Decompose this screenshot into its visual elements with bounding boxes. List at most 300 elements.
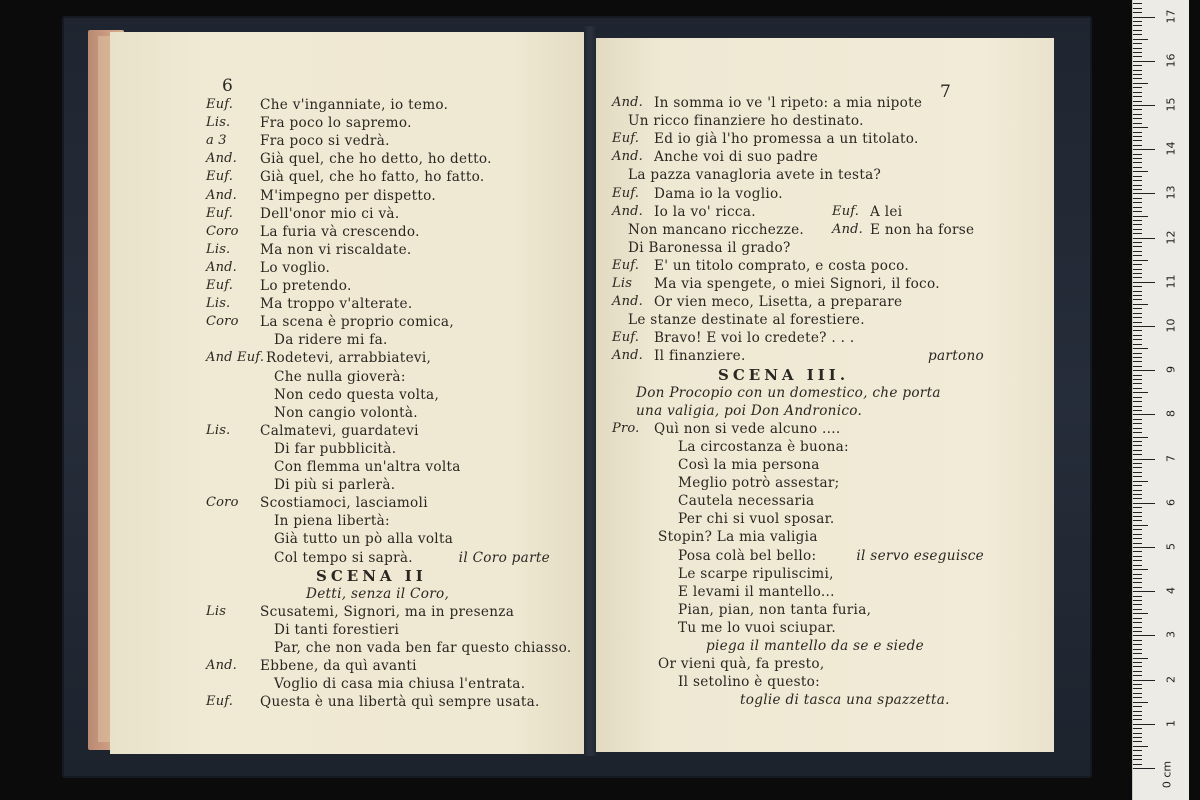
speaker-label: Euf. <box>612 257 640 273</box>
verse-line: Dell'onor mio ci và. <box>260 205 400 222</box>
ruler-tick <box>1133 251 1142 252</box>
ruler-number: 3 <box>1164 631 1178 639</box>
speaker-label: Lis. <box>206 241 231 257</box>
ruler-tick <box>1133 472 1142 473</box>
ruler-tick <box>1133 322 1142 323</box>
speaker-label: Lis. <box>206 422 231 438</box>
ruler-tick <box>1133 344 1142 345</box>
ruler-tick <box>1133 299 1142 300</box>
ruler-tick <box>1133 238 1155 239</box>
speaker-label: Pro. <box>612 420 640 436</box>
verse-line: Fra poco lo sapremo. <box>260 115 412 132</box>
ruler-tick <box>1133 48 1142 49</box>
speaker-label: And Euf. <box>206 350 265 366</box>
ruler-tick <box>1133 149 1155 150</box>
ruler-tick <box>1133 560 1142 561</box>
ruler-tick <box>1133 759 1142 760</box>
ruler-number: 7 <box>1164 454 1178 462</box>
ruler-number: 11 <box>1164 274 1178 289</box>
verse-line: Or vieni quà, fa presto, <box>658 656 825 673</box>
ruler-tick <box>1133 746 1148 747</box>
verse-line: A lei <box>870 203 903 220</box>
ruler-tick <box>1133 136 1142 137</box>
ruler-tick <box>1133 684 1142 685</box>
ruler-tick <box>1133 516 1142 517</box>
ruler-tick <box>1133 591 1155 592</box>
ruler-tick <box>1133 357 1142 358</box>
scene-heading: SCENA II <box>316 566 427 585</box>
verse-line: Con flemma un'altra volta <box>274 459 461 475</box>
verse-line: Ed io già l'ho promessa a un titolato. <box>654 131 919 148</box>
ruler-tick <box>1133 348 1148 349</box>
ruler-tick <box>1133 198 1142 199</box>
stage-direction: piega il mantello da se e siede <box>706 638 924 654</box>
ruler-tick <box>1133 507 1142 508</box>
stage-direction: partono <box>928 348 984 365</box>
speaker-label: Lis. <box>206 296 231 312</box>
verse-line: Un ricco finanziere ho destinato. <box>628 113 864 130</box>
ruler-tick <box>1133 118 1142 119</box>
verse-line: Lo pretendo. <box>260 278 352 294</box>
ruler-tick <box>1133 485 1142 486</box>
ruler-tick <box>1133 83 1148 84</box>
verse-line: La furia và crescendo. <box>260 223 420 240</box>
ruler-tick <box>1133 30 1142 31</box>
ruler-tick <box>1133 644 1142 645</box>
verse-line: In somma io ve 'l ripeto: a mia nipote <box>654 95 923 111</box>
verse-line: E non ha forse <box>870 221 975 238</box>
stage-direction: il Coro parte <box>458 549 550 566</box>
ruler-tick <box>1133 423 1142 424</box>
ruler-tick <box>1133 755 1142 756</box>
verse-line: Scostiamoci, lasciamoli <box>260 495 428 512</box>
ruler-tick <box>1133 680 1155 681</box>
ruler-tick <box>1133 180 1142 181</box>
verse-line: E' un titolo comprato, e costa poco. <box>654 257 909 274</box>
ruler-tick <box>1133 569 1148 570</box>
ruler-tick <box>1133 666 1142 667</box>
ruler-tick <box>1133 255 1142 256</box>
ruler-tick <box>1133 653 1142 654</box>
ruler-tick <box>1133 410 1142 411</box>
speaker-label: And. <box>206 151 238 167</box>
ruler-tick <box>1133 242 1142 243</box>
ruler-tick <box>1133 706 1142 707</box>
verse-line: Non cangio volontà. <box>274 404 418 421</box>
verse-line: Col tempo si saprà. <box>274 549 413 566</box>
ruler-tick <box>1133 154 1142 155</box>
ruler-tick <box>1133 193 1155 194</box>
verse-line: Scusatemi, Signori, ma in presenza <box>260 603 515 620</box>
speaker-label: Euf. <box>612 131 640 147</box>
ruler-tick <box>1133 185 1142 186</box>
ruler-tick <box>1133 74 1142 75</box>
ruler-number: 14 <box>1164 141 1178 156</box>
speaker-label: Coro <box>206 314 239 330</box>
speaker-label: And. <box>612 149 644 165</box>
ruler-tick <box>1133 622 1142 623</box>
ruler-tick <box>1133 538 1142 539</box>
ruler-tick <box>1133 476 1142 477</box>
page-number: 6 <box>222 76 233 96</box>
ruler-tick <box>1133 534 1142 535</box>
ruler-tick <box>1133 264 1142 265</box>
verse-line: Cautela necessaria <box>678 493 815 510</box>
ruler-tick <box>1133 295 1142 296</box>
verse-line: Già quel, che ho detto, ho detto. <box>260 151 492 168</box>
verse-line: Bravo! E voi lo credete? . . . <box>654 330 855 347</box>
verse-line: Or vien meco, Lisetta, a preparare <box>654 294 903 311</box>
verse-line: Da ridere mi fa. <box>274 332 388 349</box>
ruler-tick <box>1133 220 1142 221</box>
speaker-label: Euf. <box>206 278 234 293</box>
speaker-label: Euf. <box>206 205 234 221</box>
ruler-tick <box>1133 162 1142 163</box>
ruler-tick <box>1133 52 1142 53</box>
ruler-tick <box>1133 167 1142 168</box>
verse-line: Così la mia persona <box>678 457 820 473</box>
ruler-tick <box>1133 61 1155 62</box>
ruler-tick <box>1133 101 1142 102</box>
ruler-tick <box>1133 437 1148 438</box>
verse-line: Ma troppo v'alterate. <box>260 296 413 313</box>
ruler-tick <box>1133 3 1142 4</box>
ruler-number: 2 <box>1164 675 1178 683</box>
ruler-number: 16 <box>1164 53 1178 68</box>
stage-direction: Detti, senza il Coro, <box>306 585 450 602</box>
ruler-tick <box>1133 397 1142 398</box>
ruler-tick <box>1133 578 1142 579</box>
verse-line: Ebbene, da quì avanti <box>260 658 417 675</box>
ruler-tick <box>1133 733 1142 734</box>
ruler-tick <box>1133 574 1142 575</box>
ruler-tick <box>1133 414 1155 415</box>
ruler-tick <box>1133 445 1142 446</box>
ruler-tick <box>1133 34 1142 35</box>
speaker-label: And. <box>206 187 238 203</box>
ruler-tick <box>1133 216 1148 217</box>
speaker-label: Euf. <box>206 694 234 710</box>
speaker-label: And. <box>206 259 238 275</box>
ruler-tick <box>1133 78 1142 79</box>
ruler-tick <box>1133 308 1142 309</box>
ruler-tick <box>1133 525 1148 526</box>
ruler-tick <box>1133 719 1142 720</box>
verse-line: Non mancano ricchezze. <box>628 221 805 238</box>
verse-line: Il finanziere. <box>654 348 746 365</box>
ruler-tick <box>1133 688 1142 689</box>
ruler-tick <box>1133 132 1142 133</box>
ruler-tick <box>1133 92 1142 93</box>
verse-line: Fra poco si vedrà. <box>260 133 390 150</box>
verse-line: Le scarpe ripuliscimi, <box>678 565 834 582</box>
ruler-tick <box>1133 224 1142 225</box>
ruler-tick <box>1133 635 1155 636</box>
ruler-tick <box>1133 600 1142 601</box>
ruler-tick <box>1133 277 1142 278</box>
ruler-tick <box>1133 494 1142 495</box>
verse-line: Che nulla gioverà: <box>274 368 406 385</box>
ruler-tick <box>1133 326 1155 327</box>
ruler-tick <box>1133 65 1142 66</box>
ruler-tick <box>1133 96 1142 97</box>
ruler-tick <box>1133 512 1142 513</box>
ruler-tick <box>1133 697 1142 698</box>
ruler-unit-label: 0 cm <box>1160 760 1174 789</box>
ruler-tick <box>1133 613 1148 614</box>
ruler-tick <box>1133 551 1142 552</box>
verse-line: Rodetevi, arrabbiatevi, <box>266 350 432 367</box>
speaker-label: a 3 <box>206 133 227 149</box>
speaker-label: Euf. <box>612 185 640 201</box>
ruler-tick <box>1133 286 1142 287</box>
ruler-tick <box>1133 587 1142 588</box>
ruler-tick <box>1133 547 1155 548</box>
verse-line: M'impegno per dispetto. <box>260 187 437 204</box>
ruler-number: 8 <box>1164 410 1178 418</box>
verse-line: Voglio di casa mia chiusa l'entrata. <box>274 676 526 693</box>
ruler-number: 1 <box>1164 719 1178 727</box>
ruler-tick <box>1133 25 1142 26</box>
speaker-label: And. <box>832 221 864 237</box>
ruler-tick <box>1133 768 1155 769</box>
ruler-tick <box>1133 419 1142 420</box>
right-page <box>596 38 1054 752</box>
verse-line: La scena è proprio comica, <box>260 314 454 331</box>
ruler-tick <box>1133 176 1142 177</box>
ruler-tick <box>1133 406 1142 407</box>
ruler-tick <box>1133 246 1142 247</box>
ruler-tick <box>1133 582 1142 583</box>
ruler-tick <box>1133 171 1148 172</box>
ruler-tick <box>1133 8 1142 9</box>
ruler-tick <box>1133 388 1142 389</box>
verse-line: Stopin? La mia valigia <box>658 529 818 546</box>
ruler-number: 10 <box>1164 318 1178 333</box>
ruler-tick <box>1133 291 1142 292</box>
ruler-tick <box>1133 467 1142 468</box>
speaker-label: Lis <box>612 276 633 291</box>
ruler-tick <box>1133 750 1142 751</box>
ruler-number: 5 <box>1164 543 1178 550</box>
ruler-tick <box>1133 375 1142 376</box>
ruler-tick <box>1133 353 1142 354</box>
verse-line: Già tutto un pò alla volta <box>274 531 454 548</box>
ruler-tick <box>1133 640 1142 641</box>
ruler-tick <box>1133 631 1142 632</box>
ruler-tick <box>1133 481 1148 482</box>
verse-line: Quì non si vede alcuno .... <box>654 420 841 437</box>
verse-line: Di più si parlerà. <box>274 477 396 494</box>
verse-line: Meglio potrò assestar; <box>678 475 840 492</box>
ruler-tick <box>1133 503 1155 504</box>
ruler-tick <box>1133 70 1142 71</box>
ruler-tick <box>1133 741 1142 742</box>
ruler-tick <box>1133 618 1142 619</box>
left-page <box>110 32 584 754</box>
ruler-tick <box>1133 123 1142 124</box>
ruler-tick <box>1133 21 1142 22</box>
stage-direction: il servo eseguisce <box>856 547 984 564</box>
ruler-tick <box>1133 282 1155 283</box>
ruler-tick <box>1133 662 1142 663</box>
ruler-tick <box>1133 105 1155 106</box>
ruler-tick <box>1133 454 1142 455</box>
speaker-label: And. <box>612 348 644 364</box>
ruler-tick <box>1133 556 1142 557</box>
ruler-tick <box>1133 715 1142 716</box>
ruler-tick <box>1133 87 1142 88</box>
ruler-tick <box>1133 649 1142 650</box>
ruler-tick <box>1133 520 1142 521</box>
ruler-tick <box>1133 330 1142 331</box>
ruler-tick <box>1133 39 1148 40</box>
ruler-tick <box>1133 140 1142 141</box>
ruler-tick <box>1133 273 1142 274</box>
speaker-label: Lis <box>206 603 227 619</box>
verse-line: Dama io la voglio. <box>654 185 783 202</box>
verse-line: Lo voglio. <box>260 259 331 276</box>
ruler-tick <box>1133 189 1142 190</box>
scene-heading: SCENA III. <box>718 365 850 384</box>
verse-line: Non cedo questa volta, <box>274 386 440 403</box>
speaker-label: Euf. <box>206 169 234 185</box>
speaker-label: And. <box>612 95 644 110</box>
ruler-tick <box>1133 233 1142 234</box>
ruler-tick <box>1133 229 1142 230</box>
ruler-tick <box>1133 724 1155 725</box>
ruler-tick <box>1133 12 1142 13</box>
ruler-tick <box>1133 202 1142 203</box>
verse-line: Il setolino è questo: <box>678 674 821 691</box>
verse-line: La circostanza è buona: <box>678 438 849 455</box>
speaker-label: Euf. <box>206 97 234 112</box>
ruler-tick <box>1133 43 1142 44</box>
verse-line: Ma non vi riscaldate. <box>260 241 412 258</box>
ruler-number: 6 <box>1164 498 1178 506</box>
speaker-label: And. <box>612 294 644 310</box>
ruler-tick <box>1133 114 1142 115</box>
verse-line: Già quel, che ho fatto, ho fatto. <box>260 169 485 186</box>
ruler-number: 15 <box>1164 97 1178 112</box>
ruler-tick <box>1133 370 1155 371</box>
page-number: 7 <box>940 82 951 102</box>
ruler-tick <box>1133 459 1155 460</box>
ruler-tick <box>1133 675 1142 676</box>
ruler-tick <box>1133 361 1142 362</box>
ruler-tick <box>1133 658 1148 659</box>
ruler-tick <box>1133 392 1148 393</box>
ruler-tick <box>1133 693 1142 694</box>
ruler-tick <box>1133 604 1142 605</box>
ruler-tick <box>1133 304 1148 305</box>
speaker-label: And. <box>612 203 644 219</box>
verse-line: Posa colà bel bello: <box>678 547 817 564</box>
stage-direction: toglie di tasca una spazzetta. <box>740 692 950 709</box>
speaker-label: Coro <box>206 495 239 511</box>
ruler-tick <box>1133 127 1148 128</box>
ruler-tick <box>1133 383 1142 384</box>
ruler-tick <box>1133 543 1142 544</box>
measuring-ruler <box>1132 0 1189 800</box>
ruler-tick <box>1133 671 1142 672</box>
ruler-tick <box>1133 158 1142 159</box>
verse-line: Tu me lo vuoi sciupar. <box>678 619 836 636</box>
verse-line: Anche voi di suo padre <box>654 149 819 166</box>
ruler-tick <box>1133 596 1142 597</box>
verse-line: Io la vo' ricca. <box>654 203 756 220</box>
ruler-tick <box>1133 401 1142 402</box>
ruler-tick <box>1133 627 1142 628</box>
ruler-number: 9 <box>1164 366 1178 374</box>
speaker-label: Coro <box>206 223 239 239</box>
ruler-tick <box>1133 269 1142 270</box>
ruler-tick <box>1133 56 1142 57</box>
ruler-tick <box>1133 317 1142 318</box>
stage-direction: una valigia, poi Don Andronico. <box>636 402 863 419</box>
ruler-tick <box>1133 764 1142 765</box>
ruler-tick <box>1133 529 1142 530</box>
ruler-tick <box>1133 379 1142 380</box>
stage-direction: Don Procopio con un domestico, che porta <box>636 384 941 401</box>
ruler-tick <box>1133 207 1142 208</box>
verse-line: Questa è una libertà quì sempre usata. <box>260 694 540 711</box>
verse-line: Che v'inganniate, io temo. <box>260 97 449 113</box>
ruler-tick <box>1133 490 1142 491</box>
ruler-tick <box>1133 339 1142 340</box>
ruler-tick <box>1133 450 1142 451</box>
verse-line: Le stanze destinate al forestiere. <box>628 312 865 329</box>
ruler-tick <box>1133 728 1142 729</box>
ruler-tick <box>1133 441 1142 442</box>
verse-line: Ma via spengete, o miei Signori, il foco. <box>654 276 940 292</box>
ruler-number: 4 <box>1164 587 1178 595</box>
ruler-tick <box>1133 702 1148 703</box>
ruler-tick <box>1133 145 1142 146</box>
verse-line: E levami il mantello... <box>678 583 835 600</box>
verse-line: Di Baronessa il grado? <box>628 239 791 256</box>
ruler-tick <box>1133 260 1148 261</box>
ruler-tick <box>1133 335 1142 336</box>
verse-line: In piena libertà: <box>274 513 390 530</box>
ruler-number: 17 <box>1164 9 1178 24</box>
ruler-tick <box>1133 737 1142 738</box>
verse-line: Di far pubblicità. <box>274 440 397 457</box>
ruler-tick <box>1133 711 1142 712</box>
ruler-tick <box>1133 366 1142 367</box>
speaker-label: Euf. <box>832 203 860 219</box>
verse-line: Di tanti forestieri <box>274 621 400 638</box>
ruler-tick <box>1133 432 1142 433</box>
ruler-tick <box>1133 463 1142 464</box>
ruler-tick <box>1133 109 1142 110</box>
speaker-label: Lis. <box>206 115 231 131</box>
ruler-tick <box>1133 428 1142 429</box>
ruler-number: 12 <box>1164 230 1178 245</box>
verse-line: Calmatevi, guardatevi <box>260 422 419 439</box>
ruler-tick <box>1133 17 1155 18</box>
verse-line: La pazza vanagloria avete in testa? <box>628 167 882 184</box>
ruler-tick <box>1133 565 1142 566</box>
speaker-label: And. <box>206 658 238 674</box>
ruler-tick <box>1133 211 1142 212</box>
verse-line: Pian, pian, non tanta furia, <box>678 601 872 618</box>
speaker-label: Euf. <box>612 330 640 346</box>
verse-line: Per chi si vuol sposar. <box>678 511 835 528</box>
ruler-tick <box>1133 498 1142 499</box>
verse-line: Par, che non vada ben far questo chiasso. <box>274 640 572 656</box>
ruler-tick <box>1133 609 1142 610</box>
